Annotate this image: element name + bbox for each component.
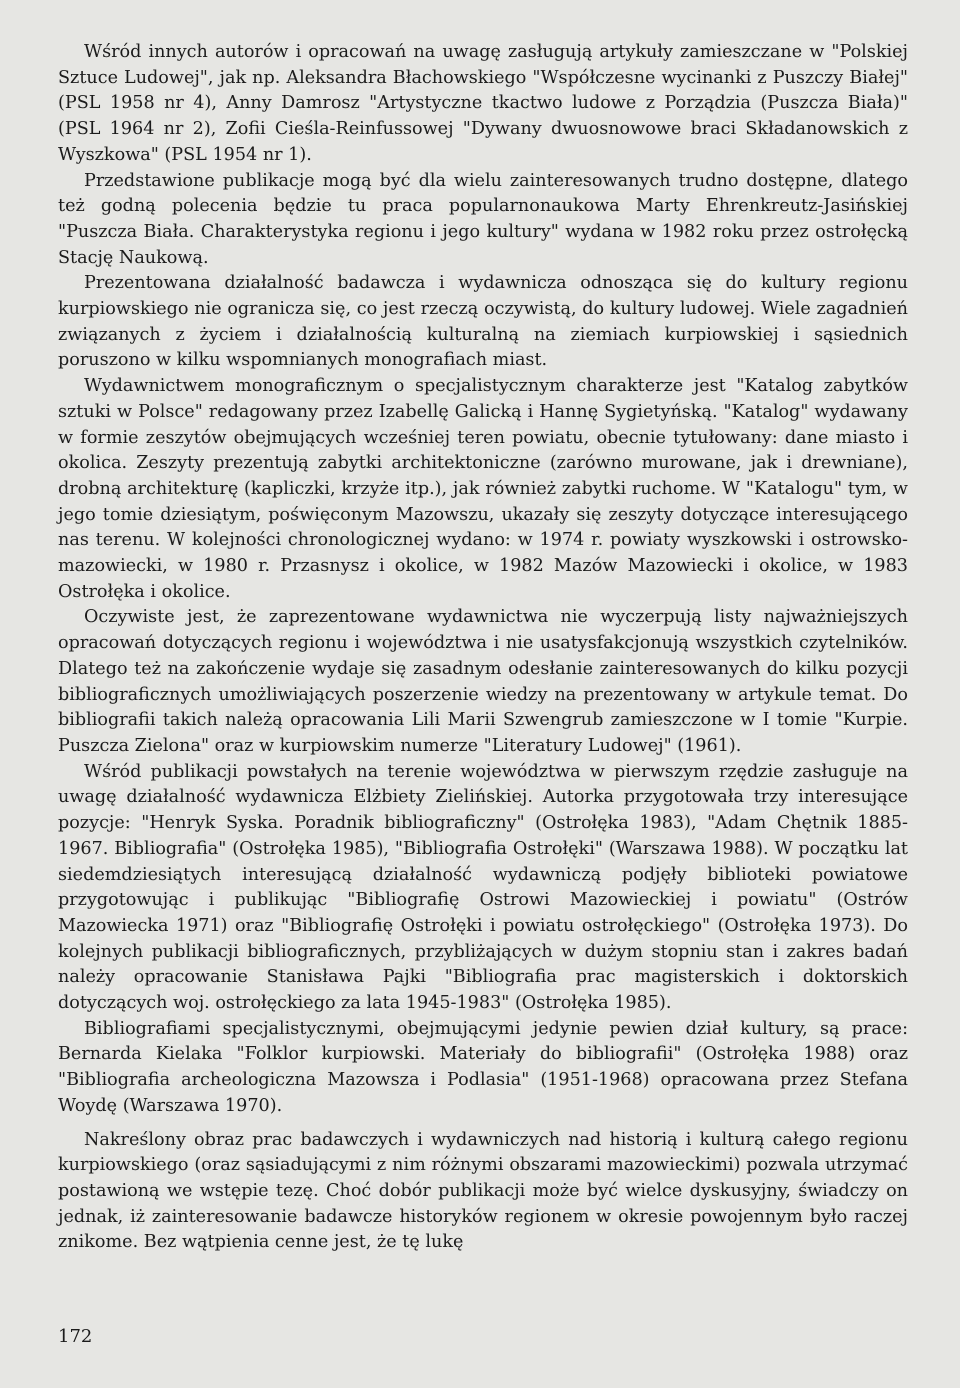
paragraph-1: Wśród innych autorów i opracowań na uwagę zasługują artykuły zamieszczane w "Polskiej Sztuce Ludowej", jak np. Aleksandra Błachowskiego "Współczesne wycinanki z Puszczy Białej" (PSL 1958 nr 4), Anny Damrosz "Artystyczne tkactwo ludowe z Porządzia (Puszcza Biała)" (PSL 1964 nr 2), Zofii Cieśla-Reinfussowej "Dywany dwuosnowowe braci Składanowskich z Wyszkowa" (PSL 1954 nr 1). (58, 42, 908, 165)
paragraph-6: Wśród publikacji powstałych na terenie województwa w pierwszym rzędzie zasługuje na uwagę działalność wydawnicza Elżbiety Zielińskiej. Autorka przygotowała trzy interesujące pozycje: "Henryk Syska. Poradnik bibliograficzny" (Ostrołęka 1983), "Adam Chętnik 1885-1967. Bibliografia" (Ostrołęka 1985), "Bibliografia Ostrołęki" (Warszawa 1988). W początku lat siedemdziesiątych interesującą działalność wydawniczą podjęły biblioteki powiatowe przygotowując i publikując "Bibliografię Ostrowi Mazowieckiej i powiatu" (Ostrów Mazowiecka 1971) oraz "Bibliografię Ostrołęki i powiatu ostrołęckiego" (Ostrołęka 1973). Do kolejnych publikacji bibliograficznych, przybliżających w dużym stopniu stan i zakres badań należy opracowanie Stanisława Pajki "Bibliografia prac magisterskich i doktorskich dotyczących woj. ostrołęckiego za lata 1945-1983" (Ostrołęka 1985). (58, 761, 908, 1014)
paragraph-8: Nakreślony obraz prac badawczych i wydawniczych nad historią i kulturą całego regionu kurpiowskiego (oraz sąsiadującymi z nim różnymi obszarami mazowieckimi) pozwala utrzymać postawioną we wstępie tezę. Choć dobór publikacji może być wielce dyskusyjny, świadczy on jednak, iż zainteresowanie badawcze historyków regionem w okresie powojennym było raczej znikome. Bez wątpienia cenne jest, że tę lukę (58, 1129, 908, 1253)
page-number: 172 (58, 1326, 93, 1347)
body-text (58, 40, 908, 1256)
paragraph-4: Wydawnictwem monograficznym o specjalistycznym charakterze jest "Katalog zabytków sztuki w Polsce" redagowany przez Izabellę Galicką i Hannę Sygietyńską. "Katalog" wydawany w formie zeszytów obejmujących wcześniej teren powiatu, obecnie tytułowany: dane miasto i okolica. Zeszyty prezentują zabytki architektoniczne (zarówno murowane, jak i drewniane), drobną architekturę (kapliczki, krzyże itp.), jak również zabytki ruchome. W "Katalogu" tym, w jego tomie dziesiątym, poświęconym Mazowszu, ukazały się zeszyty dotyczące interesującego nas terenu. W kolejności chronologicznej wydano: w 1974 r. powiaty wyszkowski i ostrowsko-mazowiecki, w 1980 r. Przasnysz i okolice, w 1982 Mazów Mazowiecki i okolice, w 1983 Ostrołęka i okolice. (58, 376, 908, 602)
paragraph-5: Oczywiste jest, że zaprezentowane wydawnictwa nie wyczerpują listy najważniejszych opracowań dotyczących regionu i województwa i nie usatysfakcjonują wszystkich czytelników. Dlatego też na zakończenie wydaje się zasadnym odesłanie zainteresowanych do kilku pozycji bibliograficznych umożliwiających poszerzenie wiedzy na prezentowany w artykule temat. Do bibliografii takich należą opracowania Lili Marii Szwengrub zamieszczone w I tomie "Kurpie. Puszcza Zielona" oraz w kurpiowskim numerze "Literatury Ludowej" (1961). (58, 607, 908, 756)
paragraph-3: Prezentowana działalność badawcza i wydawnicza odnosząca się do kultury regionu kurpiowskiego nie ogranicza się, co jest rzeczą oczywistą, do kultury ludowej. Wiele zagadnień związanych z życiem i działalnością kulturalną na ziemiach kurpiowskiej i sąsiednich poruszono w kilku wspomnianych monografiach miast. (58, 273, 908, 371)
paragraph-2: Przedstawione publikacje mogą być dla wielu zainteresowanych trudno dostępne, dlatego też godną polecenia będzie tu praca popularnonaukowa Marty Ehrenkreutz-Jasińskiej "Puszcza Biała. Charakterystyka regionu i jego kultury" wydana w 1982 roku przez ostrołęcką Stację Naukową. (58, 170, 908, 268)
paragraph-7: Bibliografiami specjalistycznymi, obejmującymi jedynie pewien dział kultury, są prace: Bernarda Kielaka "Folklor kurpiowski. Materiały do bibliografii" (Ostrołęka 1988) oraz "Bibliografia archeologiczna Mazowsza i Podlasia" (1951-1968) opracowana przez Stefana Woydę (Warszawa 1970). (58, 1018, 908, 1116)
